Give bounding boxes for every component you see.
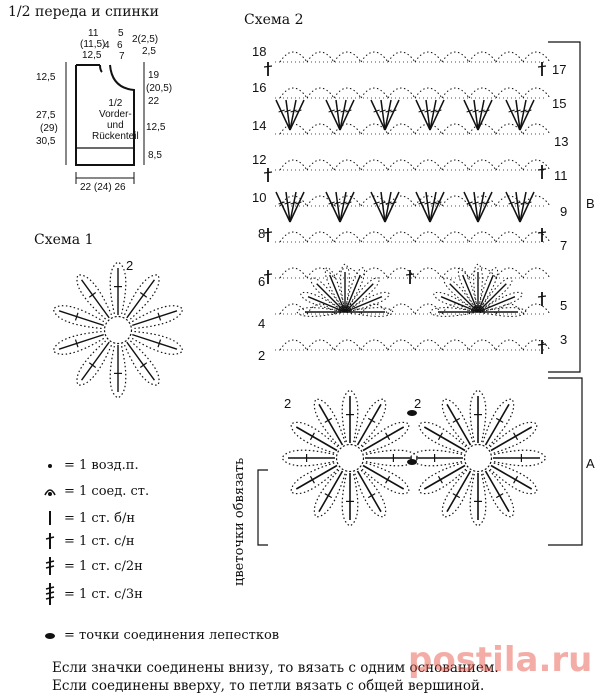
- top-dim: 7: [119, 51, 125, 62]
- top-dim: 4: [104, 40, 110, 51]
- chain-dot-icon: [40, 462, 60, 470]
- row-number: 3: [560, 332, 568, 347]
- left-dim: 12,5: [36, 72, 56, 83]
- legend-item: [40, 458, 139, 473]
- right-dim: 8,5: [148, 150, 162, 161]
- front-back-title: 1/2 переда и спинки: [8, 4, 159, 20]
- top-dim: 2(2,5): [132, 34, 159, 45]
- row-number: 6: [258, 274, 266, 289]
- row-number: 9: [560, 204, 568, 219]
- bracket-a: [548, 378, 582, 545]
- top-dim: 12,5: [82, 50, 102, 61]
- single-crochet-icon: [40, 510, 60, 526]
- label-line: Rückenteil: [92, 131, 139, 142]
- join-label: 2: [414, 396, 422, 411]
- legend-text: = точки соединения лепестков: [64, 628, 280, 643]
- right-dim: (20,5): [146, 83, 173, 94]
- legend-item: [40, 582, 143, 606]
- legend-text: = 1 ст. б/н: [64, 510, 136, 526]
- row-number: 16: [252, 80, 267, 95]
- label-line: und: [107, 120, 124, 131]
- bracket-flowers: [258, 470, 268, 545]
- label-line: 1/2: [108, 98, 123, 109]
- row-number: 7: [560, 238, 568, 253]
- treble-crochet-icon: [40, 556, 60, 576]
- row-number: 10: [252, 190, 267, 205]
- top-dim: 5: [118, 28, 124, 39]
- legend-text: = 1 возд.п.: [64, 458, 139, 473]
- row-number: 17: [552, 62, 567, 77]
- legend-text: = 1 ст. с/н: [64, 533, 135, 549]
- row-number: 13: [554, 134, 569, 149]
- top-dim: (11,5): [80, 39, 106, 50]
- legend-text: = 1 ст. с/2н: [64, 558, 143, 574]
- bottom-dim: 22 (24) 26: [80, 182, 126, 193]
- flowers-side-label: цветочки обвязать: [232, 457, 247, 586]
- row-number: 15: [552, 96, 567, 111]
- slip-stitch-icon: [40, 487, 60, 497]
- double-treble-icon: [40, 582, 60, 606]
- section-a-label: A: [586, 456, 595, 471]
- schema1-title: Схема 1: [34, 232, 94, 248]
- top-dim: 11: [88, 28, 99, 39]
- label-line: Vorder-: [98, 109, 132, 120]
- join-point-icon: [40, 632, 60, 640]
- join-label: 2: [284, 396, 292, 411]
- left-dim: (29): [40, 123, 58, 134]
- join-dot: [407, 459, 417, 465]
- row-number: 11: [554, 168, 568, 183]
- row-number: 18: [252, 44, 267, 59]
- row-number: 8: [258, 226, 266, 241]
- row-number: 4: [258, 316, 266, 331]
- right-dim: 12,5: [146, 122, 166, 133]
- top-dim: 6: [117, 40, 123, 51]
- watermark-text: postila.ru: [408, 640, 593, 680]
- right-dim: 22: [148, 96, 160, 107]
- schema2-title: Схема 2: [244, 12, 304, 28]
- legend-item: [40, 556, 143, 576]
- section-b-label: B: [586, 196, 595, 211]
- row-number: 2: [258, 348, 266, 363]
- note-line-1: Если значки соединены внизу, то вязать с одним основанием.: [52, 660, 499, 676]
- top-dim: 2,5: [142, 46, 156, 57]
- schema1-start-label: 2: [126, 258, 134, 273]
- note-line-2: Если соединены вверху, то петли вязать с общей вершиной.: [52, 678, 485, 694]
- legend-item: [40, 628, 279, 643]
- double-crochet-icon: [40, 532, 60, 550]
- watermark-logo: [408, 640, 592, 680]
- left-dim: 30,5: [36, 136, 56, 147]
- legend-item: [40, 510, 135, 526]
- left-dim: 27,5: [36, 110, 56, 121]
- row-number: 12: [252, 152, 267, 167]
- row-number: 5: [560, 298, 568, 313]
- legend-item: [40, 532, 135, 550]
- row-number: 14: [252, 118, 267, 133]
- right-dim: 19: [148, 70, 160, 81]
- legend-item: [40, 484, 149, 499]
- legend-text: = 1 соед. ст.: [64, 484, 150, 499]
- legend-text: = 1 ст. с/3н: [64, 586, 143, 602]
